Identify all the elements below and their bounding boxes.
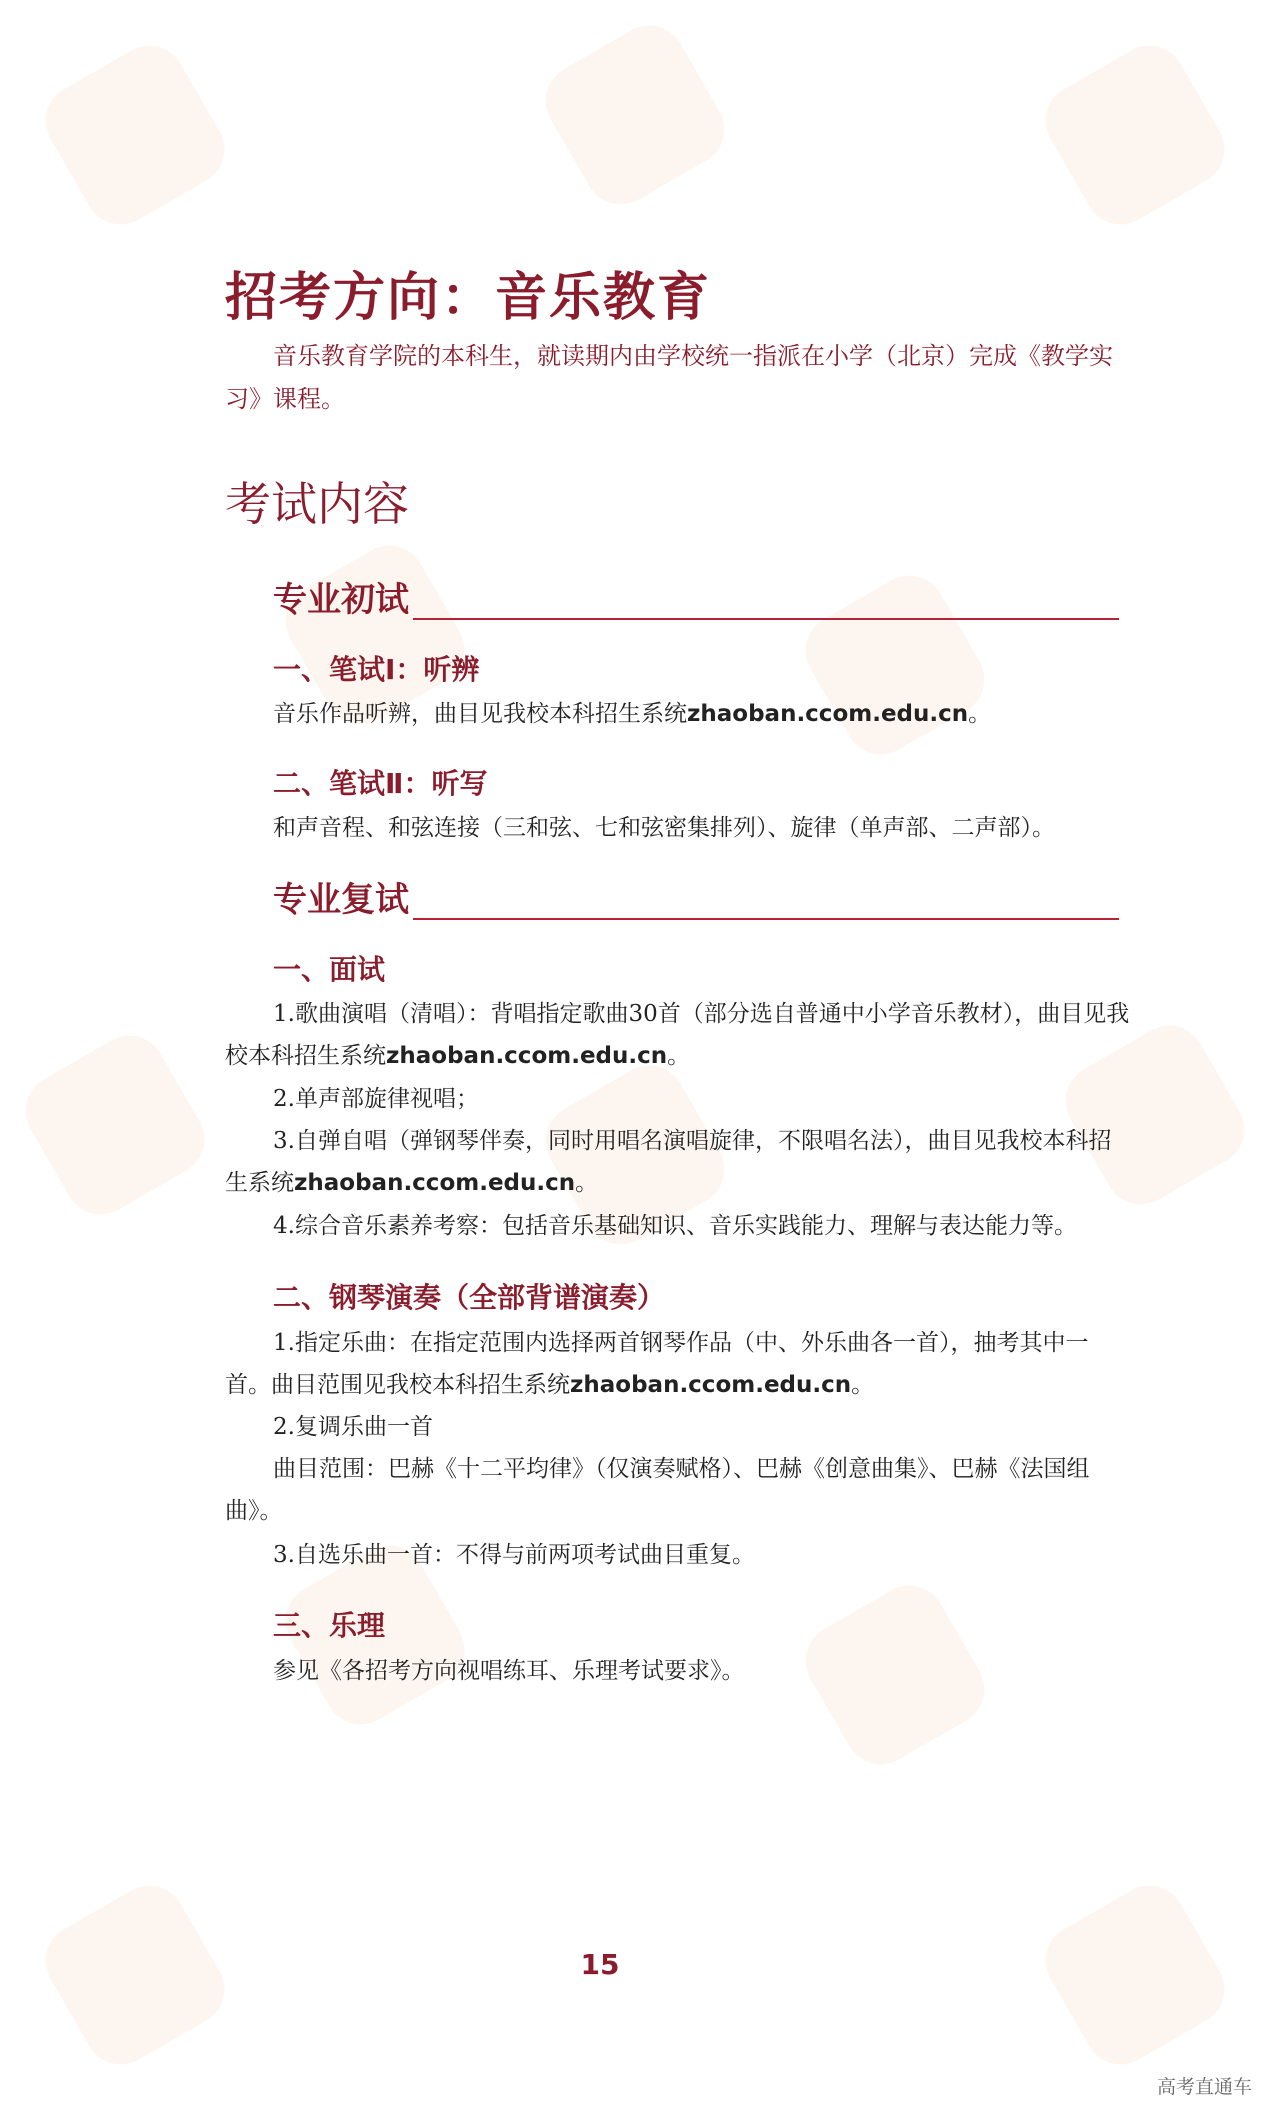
- piano-heading: 二、钢琴演奏（全部背谱演奏）: [273, 1281, 666, 1314]
- theory-heading: 三、乐理: [273, 1609, 386, 1642]
- initial-exam-heading: [273, 574, 1119, 622]
- interview-item-2: 2.单声部旋律视唱；: [273, 1086, 479, 1112]
- initial-exam-label: 专业初试: [273, 580, 409, 620]
- piano-item-3: 3.自选乐曲一首：不得与前两项考试曲目重复。: [273, 1542, 755, 1568]
- interview-item-4: 4.综合音乐素养考察：包括音乐基础知识、音乐实践能力、理解与表达能力等。: [273, 1213, 1077, 1239]
- watermark-tile: [1033, 33, 1238, 238]
- interview-heading: 一、面试: [273, 953, 386, 986]
- watermark-tile: [33, 33, 238, 238]
- heading-rule: [413, 918, 1119, 920]
- heading-rule: [413, 618, 1119, 620]
- page-title: 招考方向：音乐教育: [225, 268, 712, 328]
- written-exam-1-text: 音乐作品听辨，曲目见我校本科招生系统zhaoban.ccom.edu.cn。: [273, 701, 992, 727]
- page-number: 15: [580, 1948, 620, 1981]
- section-title: 考试内容: [225, 477, 409, 531]
- watermark-tile: [533, 13, 738, 218]
- retest-heading: [273, 874, 1119, 922]
- piano-item-2: 2.复调乐曲一首: [273, 1414, 433, 1440]
- admission-url: zhaoban.ccom.edu.cn: [294, 1170, 576, 1196]
- piano-item-2-range: 曲目范围：巴赫《十二平均律》（仅演奏赋格）、巴赫《创意曲集》、巴赫《法国组曲》。: [225, 1456, 1090, 1524]
- interview-item-3: 3.自弹自唱（弹钢琴伴奏，同时用唱名演唱旋律，不限唱名法），曲目见我校本科招生系统zhaoban.ccom.edu.cn。: [225, 1128, 1112, 1196]
- intro-paragraph: 音乐教育学院的本科生，就读期内由学校统一指派在小学（北京）完成《教学实习》课程。: [225, 342, 1113, 413]
- interview-item-1: 1.歌曲演唱（清唱）：背唱指定歌曲30首（部分选自普通中小学音乐教材），曲目见我校本科招生系统zhaoban.ccom.edu.cn。: [225, 1001, 1130, 1069]
- written-exam-1-heading: 一、笔试Ⅰ：听辨: [273, 653, 480, 686]
- admission-url: zhaoban.ccom.edu.cn: [687, 701, 969, 727]
- written-exam-2-heading: 二、笔试Ⅱ：听写: [273, 767, 488, 800]
- admission-url: zhaoban.ccom.edu.cn: [386, 1043, 668, 1069]
- corner-watermark-text: 高考直通车: [1156, 2076, 1252, 2098]
- retest-label: 专业复试: [273, 880, 409, 920]
- watermark-tile: [13, 1023, 218, 1228]
- piano-item-1: 1.指定乐曲：在指定范围内选择两首钢琴作品（中、外乐曲各一首），抽考其中一首。曲目范围见我校本科招生系统zhaoban.ccom.edu.cn。: [225, 1330, 1089, 1398]
- theory-text: 参见《各招考方向视唱练耳、乐理考试要求》。: [273, 1658, 745, 1684]
- admission-url: zhaoban.ccom.edu.cn: [570, 1372, 852, 1398]
- written-exam-2-text: 和声音程、和弦连接（三和弦、七和弦密集排列）、旋律（单声部、二声部）。: [273, 815, 1055, 841]
